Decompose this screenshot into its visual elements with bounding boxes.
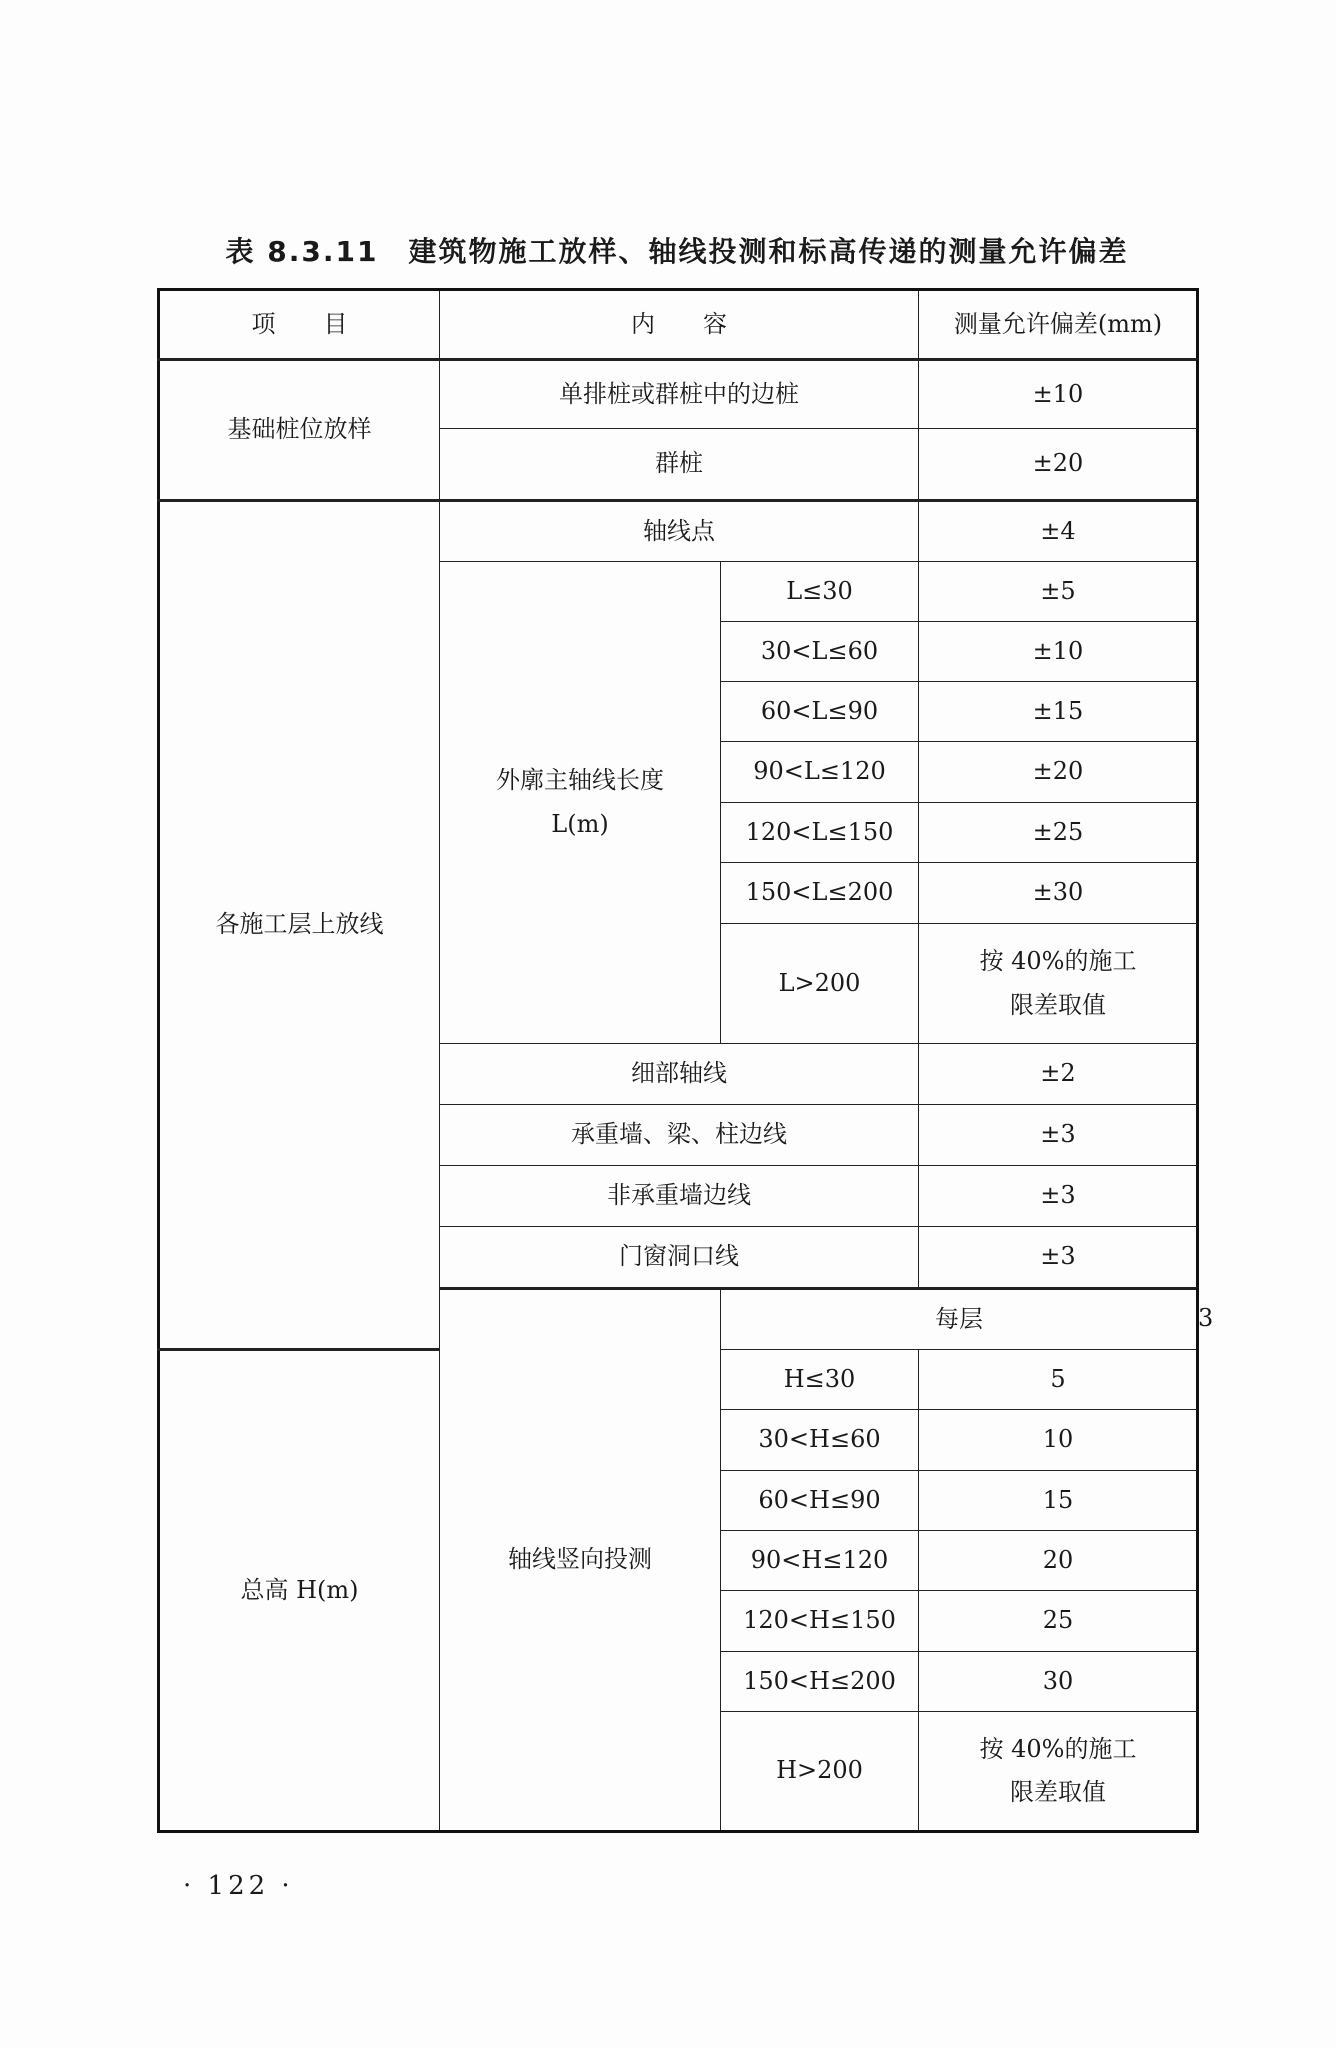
- group-label: 基础桩位放样: [159, 360, 440, 501]
- range-cell: 30<L≤60: [721, 622, 919, 682]
- table-row: [159, 501, 1198, 562]
- tolerance-cell: ±3: [919, 1227, 1198, 1289]
- tolerance-cell: ±30: [919, 863, 1198, 924]
- length-label-text: 外廓主轴线长度: [496, 766, 664, 795]
- page-number: · 122 ·: [183, 1871, 294, 1901]
- tolerance-cell: 10: [919, 1410, 1198, 1471]
- tolerance-cell: ±15: [919, 682, 1198, 742]
- length-unit: L(m): [551, 809, 609, 838]
- content-cell: 轴线点: [440, 501, 919, 562]
- range-cell: 120<H≤150: [721, 1591, 919, 1652]
- height-label: 总高 H(m): [159, 1350, 440, 1832]
- tolerance-cell: ±3: [919, 1105, 1198, 1166]
- tolerance-line: 限差取值: [1010, 1778, 1106, 1806]
- group-label: 各施工层上放线: [159, 501, 440, 1350]
- tolerance-cell: ±20: [919, 742, 1198, 803]
- tolerance-cell: 25: [919, 1591, 1198, 1652]
- tolerance-cell: [919, 1712, 1198, 1832]
- range-cell: 60<L≤90: [721, 682, 919, 742]
- range-cell: 30<H≤60: [721, 1410, 919, 1471]
- tolerance-cell: 20: [919, 1531, 1198, 1591]
- header-tolerance: 测量允许偏差(mm): [919, 290, 1198, 360]
- tolerance-cell: [919, 924, 1198, 1044]
- tolerance-cell: 30: [919, 1652, 1198, 1712]
- table-row: 轴线竖向投测 每层 3: [159, 1289, 1198, 1350]
- range-cell: L≤30: [721, 562, 919, 622]
- tolerance-table: [157, 288, 1214, 1833]
- tolerance-cell: ±5: [919, 562, 1198, 622]
- tolerance-cell: 5: [919, 1350, 1198, 1410]
- group-label: 轴线竖向投测: [440, 1289, 721, 1832]
- header-item: 项 目: [159, 290, 440, 360]
- range-cell: 150<L≤200: [721, 863, 919, 924]
- range-cell: 90<H≤120: [721, 1531, 919, 1591]
- content-cell: 每层: [721, 1289, 1198, 1350]
- header-row: [159, 290, 1198, 360]
- content-cell: 承重墙、梁、柱边线: [440, 1105, 919, 1166]
- tolerance-cell: ±3: [919, 1166, 1198, 1227]
- tolerance-cell: ±2: [919, 1044, 1198, 1105]
- range-cell: L>200: [721, 924, 919, 1044]
- content-cell: 单排桩或群桩中的边桩: [440, 360, 919, 429]
- content-cell: 群桩: [440, 429, 919, 501]
- tolerance-line: 按 40%的施工: [979, 1734, 1137, 1763]
- range-cell: 60<H≤90: [721, 1471, 919, 1531]
- content-cell: 细部轴线: [440, 1044, 919, 1105]
- tolerance-cell: ±10: [919, 622, 1198, 682]
- tolerance-line: 限差取值: [1010, 990, 1106, 1019]
- range-cell: 90<L≤120: [721, 742, 919, 803]
- tolerance-cell: ±25: [919, 803, 1198, 863]
- length-label: [440, 562, 721, 1044]
- table-row: [159, 360, 1198, 429]
- header-content: 内 容: [440, 290, 919, 360]
- tolerance-cell: ±4: [919, 501, 1198, 562]
- content-cell: 非承重墙边线: [440, 1166, 919, 1227]
- range-cell: H>200: [721, 1712, 919, 1832]
- tolerance-cell: ±10: [919, 360, 1198, 429]
- range-cell: 120<L≤150: [721, 803, 919, 863]
- range-cell: H≤30: [721, 1350, 919, 1410]
- range-cell: 150<H≤200: [721, 1652, 919, 1712]
- tolerance-cell: ±20: [919, 429, 1198, 501]
- tolerance-line: 按 40%的施工: [979, 947, 1137, 976]
- table-title: 表 8.3.11 建筑物施工放样、轴线投测和标高传递的测量允许偏差: [225, 235, 1129, 268]
- content-cell: 门窗洞口线: [440, 1227, 919, 1289]
- tolerance-cell: 15: [919, 1471, 1198, 1531]
